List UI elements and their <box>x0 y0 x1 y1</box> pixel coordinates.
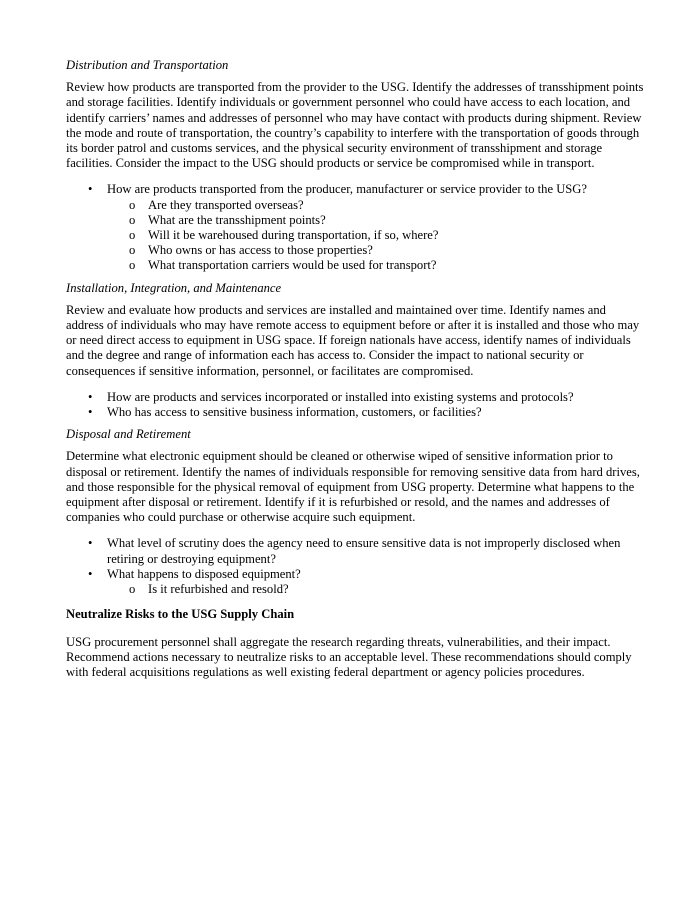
sub-bullet-marker: o <box>129 243 136 258</box>
bullet-text: Who has access to sensitive business information, customers, or facilities? <box>107 405 482 420</box>
sub-list-item <box>107 213 646 228</box>
bullet-marker: • <box>88 566 93 581</box>
section-heading-distribution: Distribution and Transportation <box>66 58 229 72</box>
section-heading-disposal: Disposal and Retirement <box>66 427 191 442</box>
sub-bullet-text: What are the transshipment points? <box>148 212 326 227</box>
sub-bullet-text: Who owns or has access to those properties? <box>148 243 373 258</box>
paragraph-disposal: Determine what electronic equipment should be cleaned or otherwise wiped of sensitive information prior to disposal or retirement. Identify the names of individuals responsible for removing sensitive data from hard drives, and those responsible for the physical removal of equipment from USG property. Determine what happens to the equipment after disposal or retirement. Identify if it is refurbished or resold, and the names and addresses of companies who could purchase or otherwise acquire such equipment. <box>66 449 640 525</box>
sub-bullet-marker: o <box>129 197 136 212</box>
sub-list-item <box>107 243 646 258</box>
list-item <box>66 390 646 405</box>
bullet-list-disposal <box>66 536 646 597</box>
list-item <box>66 567 646 597</box>
paragraph-neutralize: USG procurement personnel shall aggregate the research regarding threats, vulnerabilities, and their impact. Recommend actions necessary to neutralize risks to an acceptable level. These recommendations should comply with federal acquisitions regulations as well existing federal department or agency policies procedures. <box>66 634 632 679</box>
list-item <box>66 536 646 566</box>
paragraph-distribution: Review how products are transported from the provider to the USG. Identify the addresses of transshipment points and storage facilities. Identify individuals or government personnel who could have access to each location, and identify carriers’ names and addresses of personnel who may have contact with products during shipment. Review the mode and route of transportation, the country’s capability to interfere with the transportation of goods through its border patrol and customs services, and the physical security environment of transshipment and storage facilities. Consider the impact to the USG should products or service be compromised while in transport. <box>66 80 644 171</box>
bullet-marker: • <box>88 405 93 420</box>
sub-list-item <box>107 228 646 243</box>
bullet-list-distribution <box>66 182 646 273</box>
list-item <box>66 182 646 273</box>
bullet-text: How are products transported from the producer, manufacturer or service provider to the USG? <box>107 182 587 197</box>
list-item <box>66 405 646 420</box>
document-page <box>66 58 646 691</box>
bullet-text: What level of scrutiny does the agency need to ensure sensitive data is not improperly disclosed when retiring or destroying equipment? <box>107 536 621 566</box>
section-heading-neutralize: Neutralize Risks to the USG Supply Chain <box>66 607 295 622</box>
sub-bullet-marker: o <box>129 258 136 273</box>
bullet-text: What happens to disposed equipment? <box>107 566 301 581</box>
bullet-marker: • <box>88 182 93 197</box>
paragraph-installation: Review and evaluate how products and services are installed and maintained over time. Identify names and address of individuals who may have remote access to equipment before or after it is installed and those who may or need direct access to equipment in USG space. If foreign nationals have access, identify names of individuals and the degree and range of information each has access to. Consider the impact to national security or consequences if sensitive information, personnel, or facilitates are compromised. <box>66 302 640 378</box>
sub-bullet-text: What transportation carriers would be used for transport? <box>148 258 437 273</box>
sub-list-item <box>107 258 646 273</box>
sub-bullet-marker: o <box>129 228 136 243</box>
bullet-text: How are products and services incorporated or installed into existing systems and protocols? <box>107 389 574 404</box>
bullet-list-installation <box>66 390 646 420</box>
sub-bullet-text: Will it be warehoused during transportation, if so, where? <box>148 228 439 243</box>
sub-bullet-text: Is it refurbished and resold? <box>148 582 289 597</box>
sub-bullet-list <box>107 582 646 597</box>
sub-list-item <box>107 582 646 597</box>
sub-list-item <box>107 198 646 213</box>
section-heading-installation: Installation, Integration, and Maintenance <box>66 280 282 295</box>
sub-bullet-list <box>107 198 646 274</box>
bullet-marker: • <box>88 389 93 404</box>
sub-bullet-text: Are they transported overseas? <box>148 197 304 212</box>
sub-bullet-marker: o <box>129 582 136 597</box>
bullet-marker: • <box>88 536 93 551</box>
sub-bullet-marker: o <box>129 212 136 227</box>
